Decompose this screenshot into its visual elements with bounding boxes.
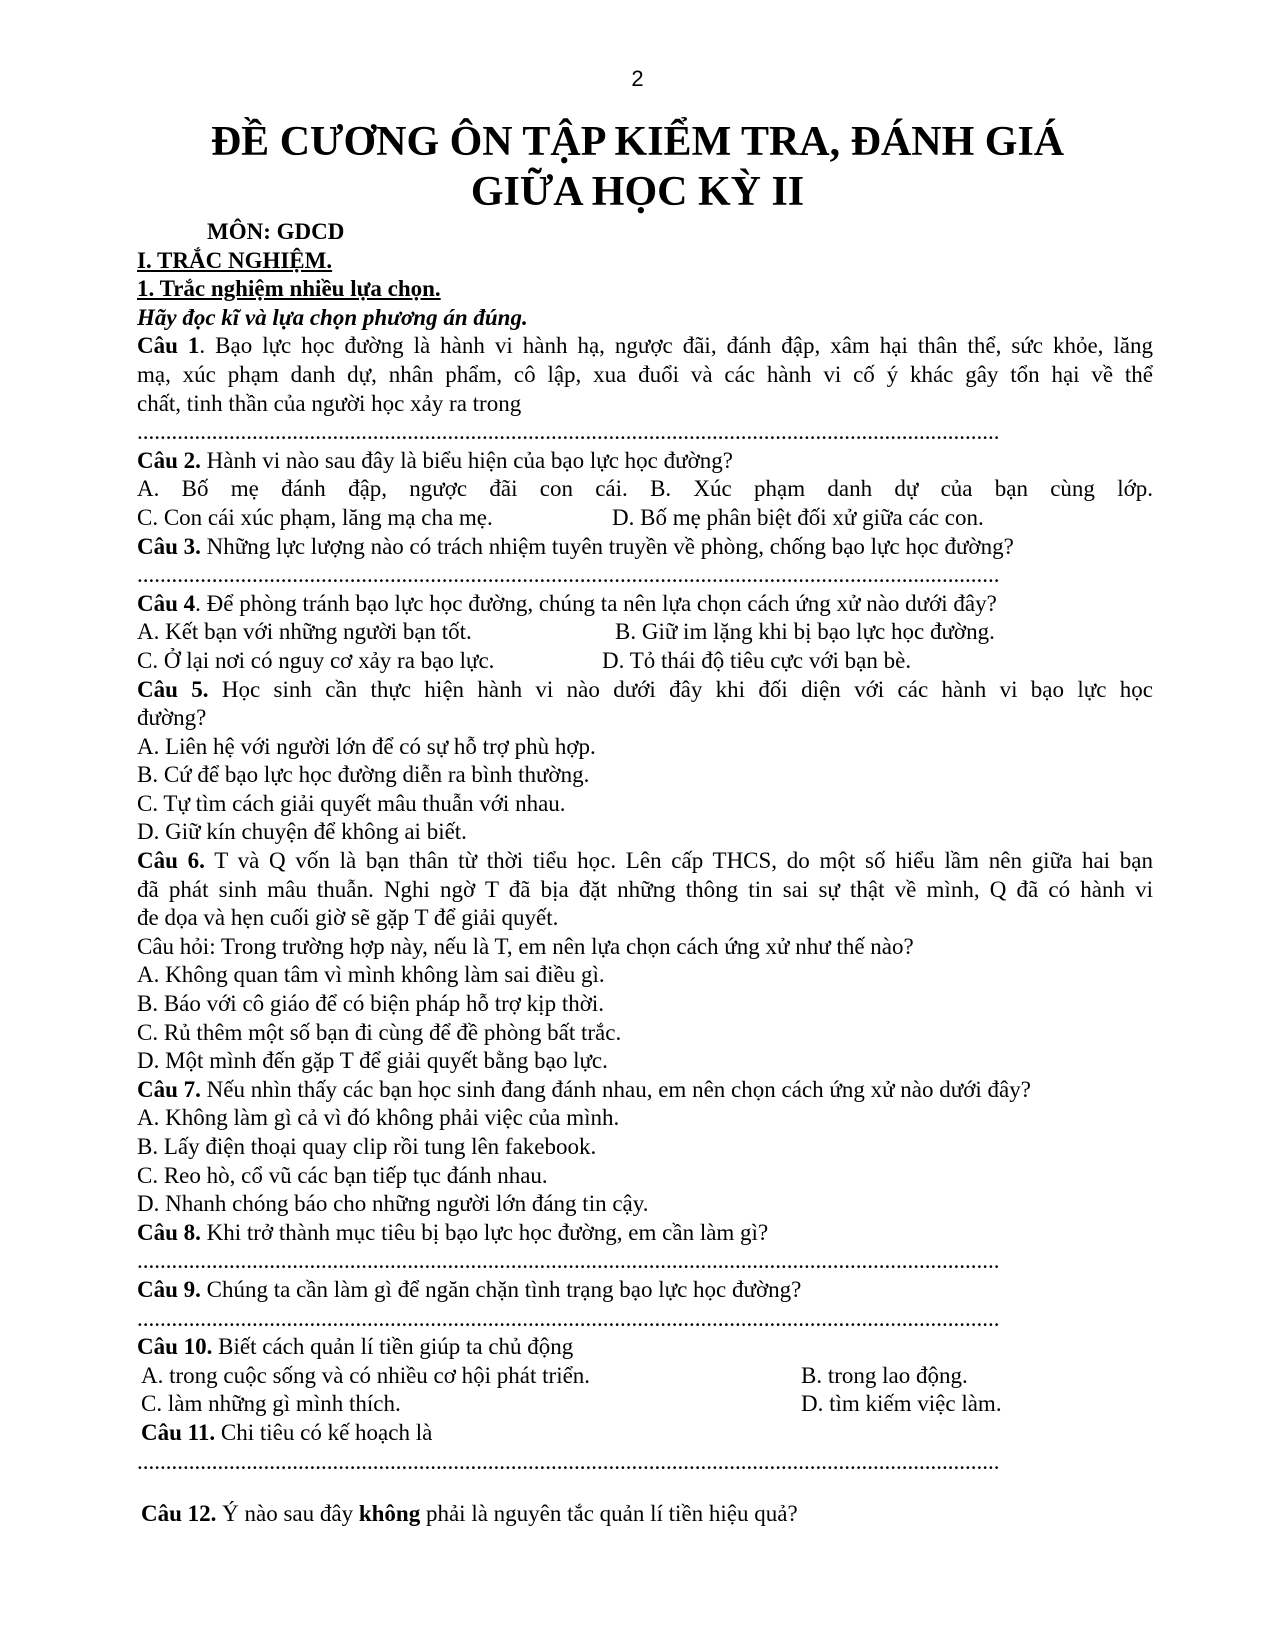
question-label: Câu 12.	[141, 1501, 217, 1527]
question-text: Hành vi nào sau đây là biểu hiện của bạo lực học đường?	[200, 447, 733, 473]
options-row	[137, 647, 1153, 676]
option-b: B. Giữ im lặng khi bị bạo lực học đường.	[615, 619, 995, 645]
option-c: C. Tự tìm cách giải quyết mâu thuẫn với nhau.	[137, 790, 566, 816]
question-label: Câu 3.	[137, 533, 201, 559]
page-number: 2	[631, 66, 644, 91]
option-b: B. Lấy điện thoại quay clip rồi tung lên fakebook.	[137, 1134, 597, 1159]
option-d: D. Nhanh chóng báo cho những người lớn đáng tin cậy.	[137, 1191, 649, 1217]
option-a: A. Không làm gì cả vì đó không phải việc của mình.	[137, 1105, 620, 1131]
question-2	[137, 447, 1153, 476]
question-label: Câu 9.	[137, 1276, 201, 1302]
option-c: C. Ở lại nơi có nguy cơ xảy ra bạo lực.	[137, 647, 495, 673]
option-b: B. Báo với cô giáo để có biện pháp hỗ trợ kịp thời.	[137, 991, 605, 1017]
question-label: Câu 1	[137, 333, 200, 359]
options-row	[137, 1390, 1153, 1419]
question-1	[137, 332, 1153, 361]
question-text: Chi tiêu có kế hoạch là	[215, 1419, 433, 1445]
answer-blank: ......................................................................................................................................................	[137, 1248, 1000, 1274]
question-4	[137, 590, 1153, 619]
option-a: A. Không quan tâm vì mình không làm sai điều gì.	[137, 962, 605, 988]
question-text: Chúng ta cần làm gì để ngăn chặn tình trạng bạo lực học đường?	[200, 1276, 802, 1302]
question-1-line-2: mạ, xúc phạm danh dự, nhân phẩm, cô lập, xua đuổi và các hành vi cố ý khác gây tổn hại về thể	[137, 361, 1153, 387]
question-text: . Bạo lực học đường là hành vi hành hạ, ngược đãi, đánh đập, xâm hại thân thể, sức khỏe, lăng	[199, 333, 1154, 359]
option-d: D. Một mình đến gặp T để giải quyết bằng bạo lực.	[137, 1048, 608, 1074]
question-label: Câu 2.	[137, 447, 201, 473]
instruction: Hãy đọc kĩ và lựa chọn phương án đúng.	[137, 304, 528, 330]
option-b: B. Cứ để bạo lực học đường diễn ra bình thường.	[137, 762, 590, 788]
question-label: Câu 10.	[137, 1334, 213, 1360]
option-d: D. Tỏ thái độ tiêu cực với bạn bè.	[602, 647, 912, 673]
question-10	[137, 1333, 1153, 1362]
question-12	[137, 1500, 1153, 1529]
document-body	[137, 218, 1153, 1529]
answer-blank: ......................................................................................................................................................	[137, 419, 1000, 445]
options-row	[137, 475, 1153, 504]
question-5	[137, 676, 1153, 705]
option-b: B. Xúc phạm danh dự của bạn cùng lớp.	[650, 476, 1153, 502]
question-label: Câu 4	[137, 590, 196, 616]
subject-heading: MÔN: GDCD	[207, 219, 345, 244]
question-1-line-3: chất, tinh thần của người học xảy ra trong	[137, 390, 522, 416]
option-d: D. Giữ kín chuyện để không ai biết.	[137, 819, 467, 845]
options-row	[137, 618, 1153, 647]
question-text: Ý nào sau đây	[216, 1501, 359, 1527]
answer-blank: ......................................................................................................................................................	[137, 1448, 1000, 1474]
question-text: phải là nguyên tắc quản lí tiền hiệu quả?	[420, 1501, 798, 1527]
option-a: A. trong cuộc sống và có nhiều cơ hội phát triển.	[141, 1362, 591, 1388]
question-label: Câu 5.	[137, 676, 209, 702]
spacer	[137, 1476, 1153, 1500]
question-3	[137, 533, 1153, 562]
question-11	[137, 1419, 1153, 1448]
option-d: D. tìm kiếm việc làm.	[801, 1391, 1002, 1417]
option-c: C. Reo hò, cổ vũ các bạn tiếp tục đánh nhau.	[137, 1162, 548, 1188]
question-9	[137, 1276, 1153, 1305]
answer-blank: ......................................................................................................................................................	[137, 1305, 1000, 1331]
option-a: A. Liên hệ với người lớn để có sự hỗ trợ phù hợp.	[137, 733, 596, 759]
option-c: C. Con cái xúc phạm, lăng mạ cha mẹ.	[137, 504, 493, 530]
question-text: Học sinh cần thực hiện hành vi nào dưới đây khi đối diện với các hành vi bạo lực học	[208, 676, 1153, 702]
question-text: Biết cách quản lí tiền giúp ta chủ động	[212, 1334, 574, 1360]
answer-blank: ......................................................................................................................................................	[137, 562, 1000, 588]
question-6-line-3: đe dọa và hẹn cuối giờ sẽ gặp T để giải quyết.	[137, 905, 559, 931]
question-6-line-2: đã phát sinh mâu thuẫn. Nghi ngờ T đã bịa đặt những thông tin sai sự thật về mình, Q đã có hành vi	[137, 876, 1153, 902]
subsection-heading	[137, 275, 1153, 304]
question-8	[137, 1219, 1153, 1248]
question-text: Nếu nhìn thấy các bạn học sinh đang đánh nhau, em nên chọn cách ứng xử nào dưới đây?	[200, 1076, 1031, 1102]
question-text: Những lực lượng nào có trách nhiệm tuyên truyền về phòng, chống bạo lực học đường?	[200, 533, 1014, 559]
document-title-line-1: ĐỀ CƯƠNG ÔN TẬP KIỂM TRA, ĐÁNH GIÁ	[210, 119, 1065, 165]
document-title-line-2: GIỮA HỌC KỲ II	[470, 169, 805, 215]
question-label: Câu 7.	[137, 1076, 201, 1102]
option-b: B. trong lao động.	[801, 1362, 968, 1388]
question-text: Khi trở thành mục tiêu bị bạo lực học đường, em cần làm gì?	[200, 1219, 769, 1245]
section-heading	[137, 247, 1153, 276]
question-emphasis: không	[358, 1501, 421, 1527]
option-d: D. Bố mẹ phân biệt đối xử giữa các con.	[612, 504, 984, 530]
options-row	[137, 504, 1153, 533]
subsection-heading-text: 1. Trắc nghiệm nhiều lựa chọn.	[137, 276, 441, 302]
question-label: Câu 11.	[141, 1419, 216, 1445]
section-heading-text: I. TRẮC NGHIỆM.	[137, 247, 333, 273]
option-a: A. Kết bạn với những người bạn tốt.	[137, 619, 472, 645]
option-c: C. làm những gì mình thích.	[141, 1391, 401, 1417]
options-row	[137, 1362, 1153, 1391]
question-6-prompt: Câu hỏi: Trong trường hợp này, nếu là T, em nên lựa chọn cách ứng xử như thế nào?	[137, 933, 914, 959]
question-label: Câu 6.	[137, 848, 205, 874]
question-6	[137, 847, 1153, 876]
question-5-line-2: đường?	[137, 705, 207, 731]
option-c: C. Rủ thêm một số bạn đi cùng để đề phòng bất trắc.	[137, 1019, 622, 1045]
question-label: Câu 8.	[137, 1219, 201, 1245]
question-text: . Để phòng tránh bạo lực học đường, chúng ta nên lựa chọn cách ứng xử nào dưới đây?	[195, 590, 997, 616]
question-7	[137, 1076, 1153, 1105]
option-a: A. Bố mẹ đánh đập, ngược đãi con cái.	[137, 476, 628, 502]
question-text: T và Q vốn là bạn thân từ thời tiểu học. Lên cấp THCS, do một số hiểu lầm nên giữa hai bạn	[204, 848, 1154, 874]
